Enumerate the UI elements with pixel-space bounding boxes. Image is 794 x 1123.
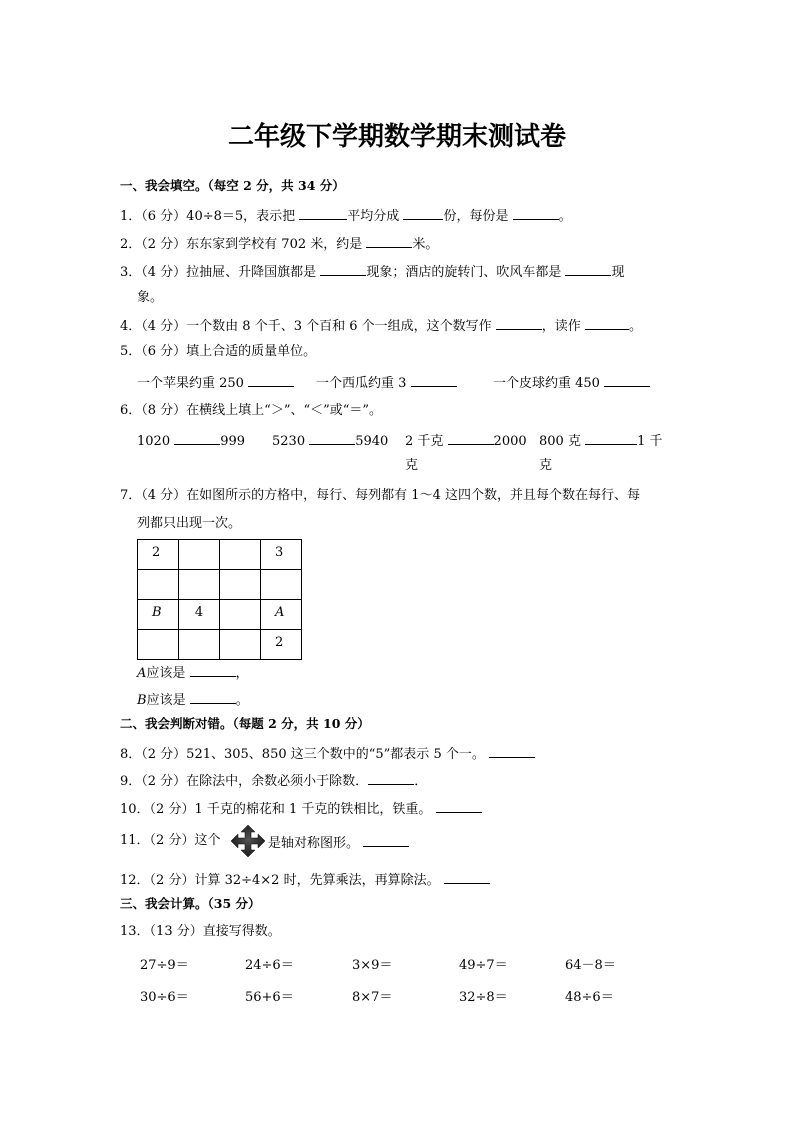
grid-cell[interactable] (261, 570, 302, 600)
answer-blank[interactable] (363, 834, 409, 847)
answer-blank[interactable] (411, 374, 457, 387)
answer-blank[interactable] (496, 317, 542, 330)
q7-answer-a: A应该是 ， (137, 666, 249, 681)
grid-cell[interactable] (179, 570, 220, 600)
calc-item: 30÷6＝ (140, 990, 189, 1005)
answer-blank[interactable] (448, 432, 494, 445)
question-6: 6．（8 分）在横线上填上“＞”、“＜”或“＝”。 (120, 403, 383, 418)
calc-item: 32÷8＝ (459, 990, 508, 1005)
calc-item: 27÷9＝ (140, 958, 189, 973)
answer-blank[interactable] (565, 263, 611, 276)
grid-cell[interactable]: A (261, 600, 302, 630)
answer-blank[interactable] (403, 207, 443, 220)
grid-cell[interactable] (220, 600, 261, 630)
grid-cell[interactable] (220, 540, 261, 570)
question-7: 7．（4 分）在如图所示的方格中，每行、每列都有 1～4 这四个数，并且每个数在每行、每 (120, 488, 640, 503)
calc-item: 3×9＝ (352, 958, 393, 973)
question-3-continued: 象。 (137, 290, 164, 305)
grid-cell[interactable] (179, 630, 220, 660)
answer-blank[interactable] (320, 263, 366, 276)
q6-compare-4: 800 克 1 千 (539, 434, 663, 449)
answer-blank[interactable] (366, 235, 412, 248)
question-9: 9．（2 分）在除法中，余数必须小于除数． ． (120, 774, 428, 789)
q5-item-watermelon: 一个西瓜约重 3 (316, 374, 457, 390)
answer-blank[interactable] (248, 374, 294, 387)
question-5: 5．（6 分）填上合适的质量单位。 (120, 344, 317, 359)
number-grid (137, 539, 302, 660)
answer-blank[interactable] (585, 317, 629, 330)
answer-blank[interactable] (299, 207, 347, 220)
grid-cell[interactable] (138, 570, 179, 600)
answer-blank[interactable] (368, 772, 414, 785)
q7-answer-b: B应该是 。 (137, 693, 249, 708)
question-4: 4．（4 分）一个数由 8 个千、3 个百和 6 个一组成，这个数写作 ，读作 。 (120, 319, 642, 334)
section-3-heading: 三、我会计算。（35 分） (120, 896, 261, 911)
section-2-heading: 二、我会判断对错。（每题 2 分，共 10 分） (120, 716, 370, 731)
grid-cell[interactable] (220, 630, 261, 660)
question-10: 10．（2 分）1 千克的棉花和 1 千克的铁相比，铁重。 (120, 800, 482, 816)
grid-cell[interactable]: 2 (261, 630, 302, 660)
grid-cell[interactable] (220, 570, 261, 600)
q6-compare-4-unit: 克 (539, 458, 553, 473)
answer-blank[interactable] (190, 664, 236, 677)
calc-item: 48÷6＝ (565, 990, 614, 1005)
q6-compare-3-unit: 克 (405, 458, 419, 473)
calc-item: 56+6＝ (245, 990, 294, 1005)
answer-blank[interactable] (174, 432, 220, 445)
page-title: 二年级下学期数学期末测试卷 (227, 122, 566, 152)
answer-blank[interactable] (489, 745, 535, 758)
question-11-continued: 是轴对称图形。 (268, 834, 409, 850)
question-7-continued: 列都只出现一次。 (137, 516, 242, 531)
grid-cell[interactable]: 3 (261, 540, 302, 570)
four-arrow-cross-icon (230, 824, 266, 858)
question-2: 2．（2 分）东东家到学校有 702 米，约是 米。 (120, 237, 439, 252)
q6-compare-2: 5230 5940 (272, 434, 389, 449)
section-1-heading: 一、我会填空。（每空 2 分，共 34 分） (120, 178, 345, 193)
question-3: 3．（4 分）拉抽屉、升降国旗都是 现象；酒店的旋转门、吹风车都是 现 (120, 265, 625, 280)
calc-item: 8×7＝ (352, 990, 393, 1005)
q5-item-apple: 一个苹果约重 250 (137, 374, 294, 390)
grid-cell[interactable]: 2 (138, 540, 179, 570)
answer-blank[interactable] (585, 432, 637, 445)
question-12: 12．（2 分）计算 32÷4×2 时，先算乘法，再算除法。 (120, 871, 490, 887)
q6-compare-1: 1020 999 (137, 434, 246, 449)
answer-blank[interactable] (604, 374, 650, 387)
answer-blank[interactable] (436, 800, 482, 813)
answer-blank[interactable] (444, 871, 490, 884)
answer-blank[interactable] (309, 432, 355, 445)
answer-blank[interactable] (513, 207, 559, 220)
grid-cell[interactable] (138, 630, 179, 660)
answer-blank[interactable] (190, 691, 236, 704)
grid-cell[interactable] (179, 540, 220, 570)
grid-cell[interactable]: B (138, 600, 179, 630)
question-13: 13．（13 分）直接写得数。 (120, 924, 281, 939)
grid-cell[interactable]: 4 (179, 600, 220, 630)
calc-item: 64－8＝ (565, 958, 616, 973)
question-1: 1．（6 分）40÷8＝5，表示把 平均分成 份，每份是 。 (120, 209, 572, 224)
question-11: 11．（2 分）这个 (120, 833, 221, 848)
q5-item-ball: 一个皮球约重 450 (493, 374, 650, 390)
question-8: 8．（2 分）521、305、850 这三个数中的“5”都表示 5 个一。 (120, 745, 535, 761)
q6-compare-3: 2 千克 2000 (405, 434, 527, 449)
calc-item: 24÷6＝ (245, 958, 294, 973)
calc-item: 49÷7＝ (459, 958, 508, 973)
